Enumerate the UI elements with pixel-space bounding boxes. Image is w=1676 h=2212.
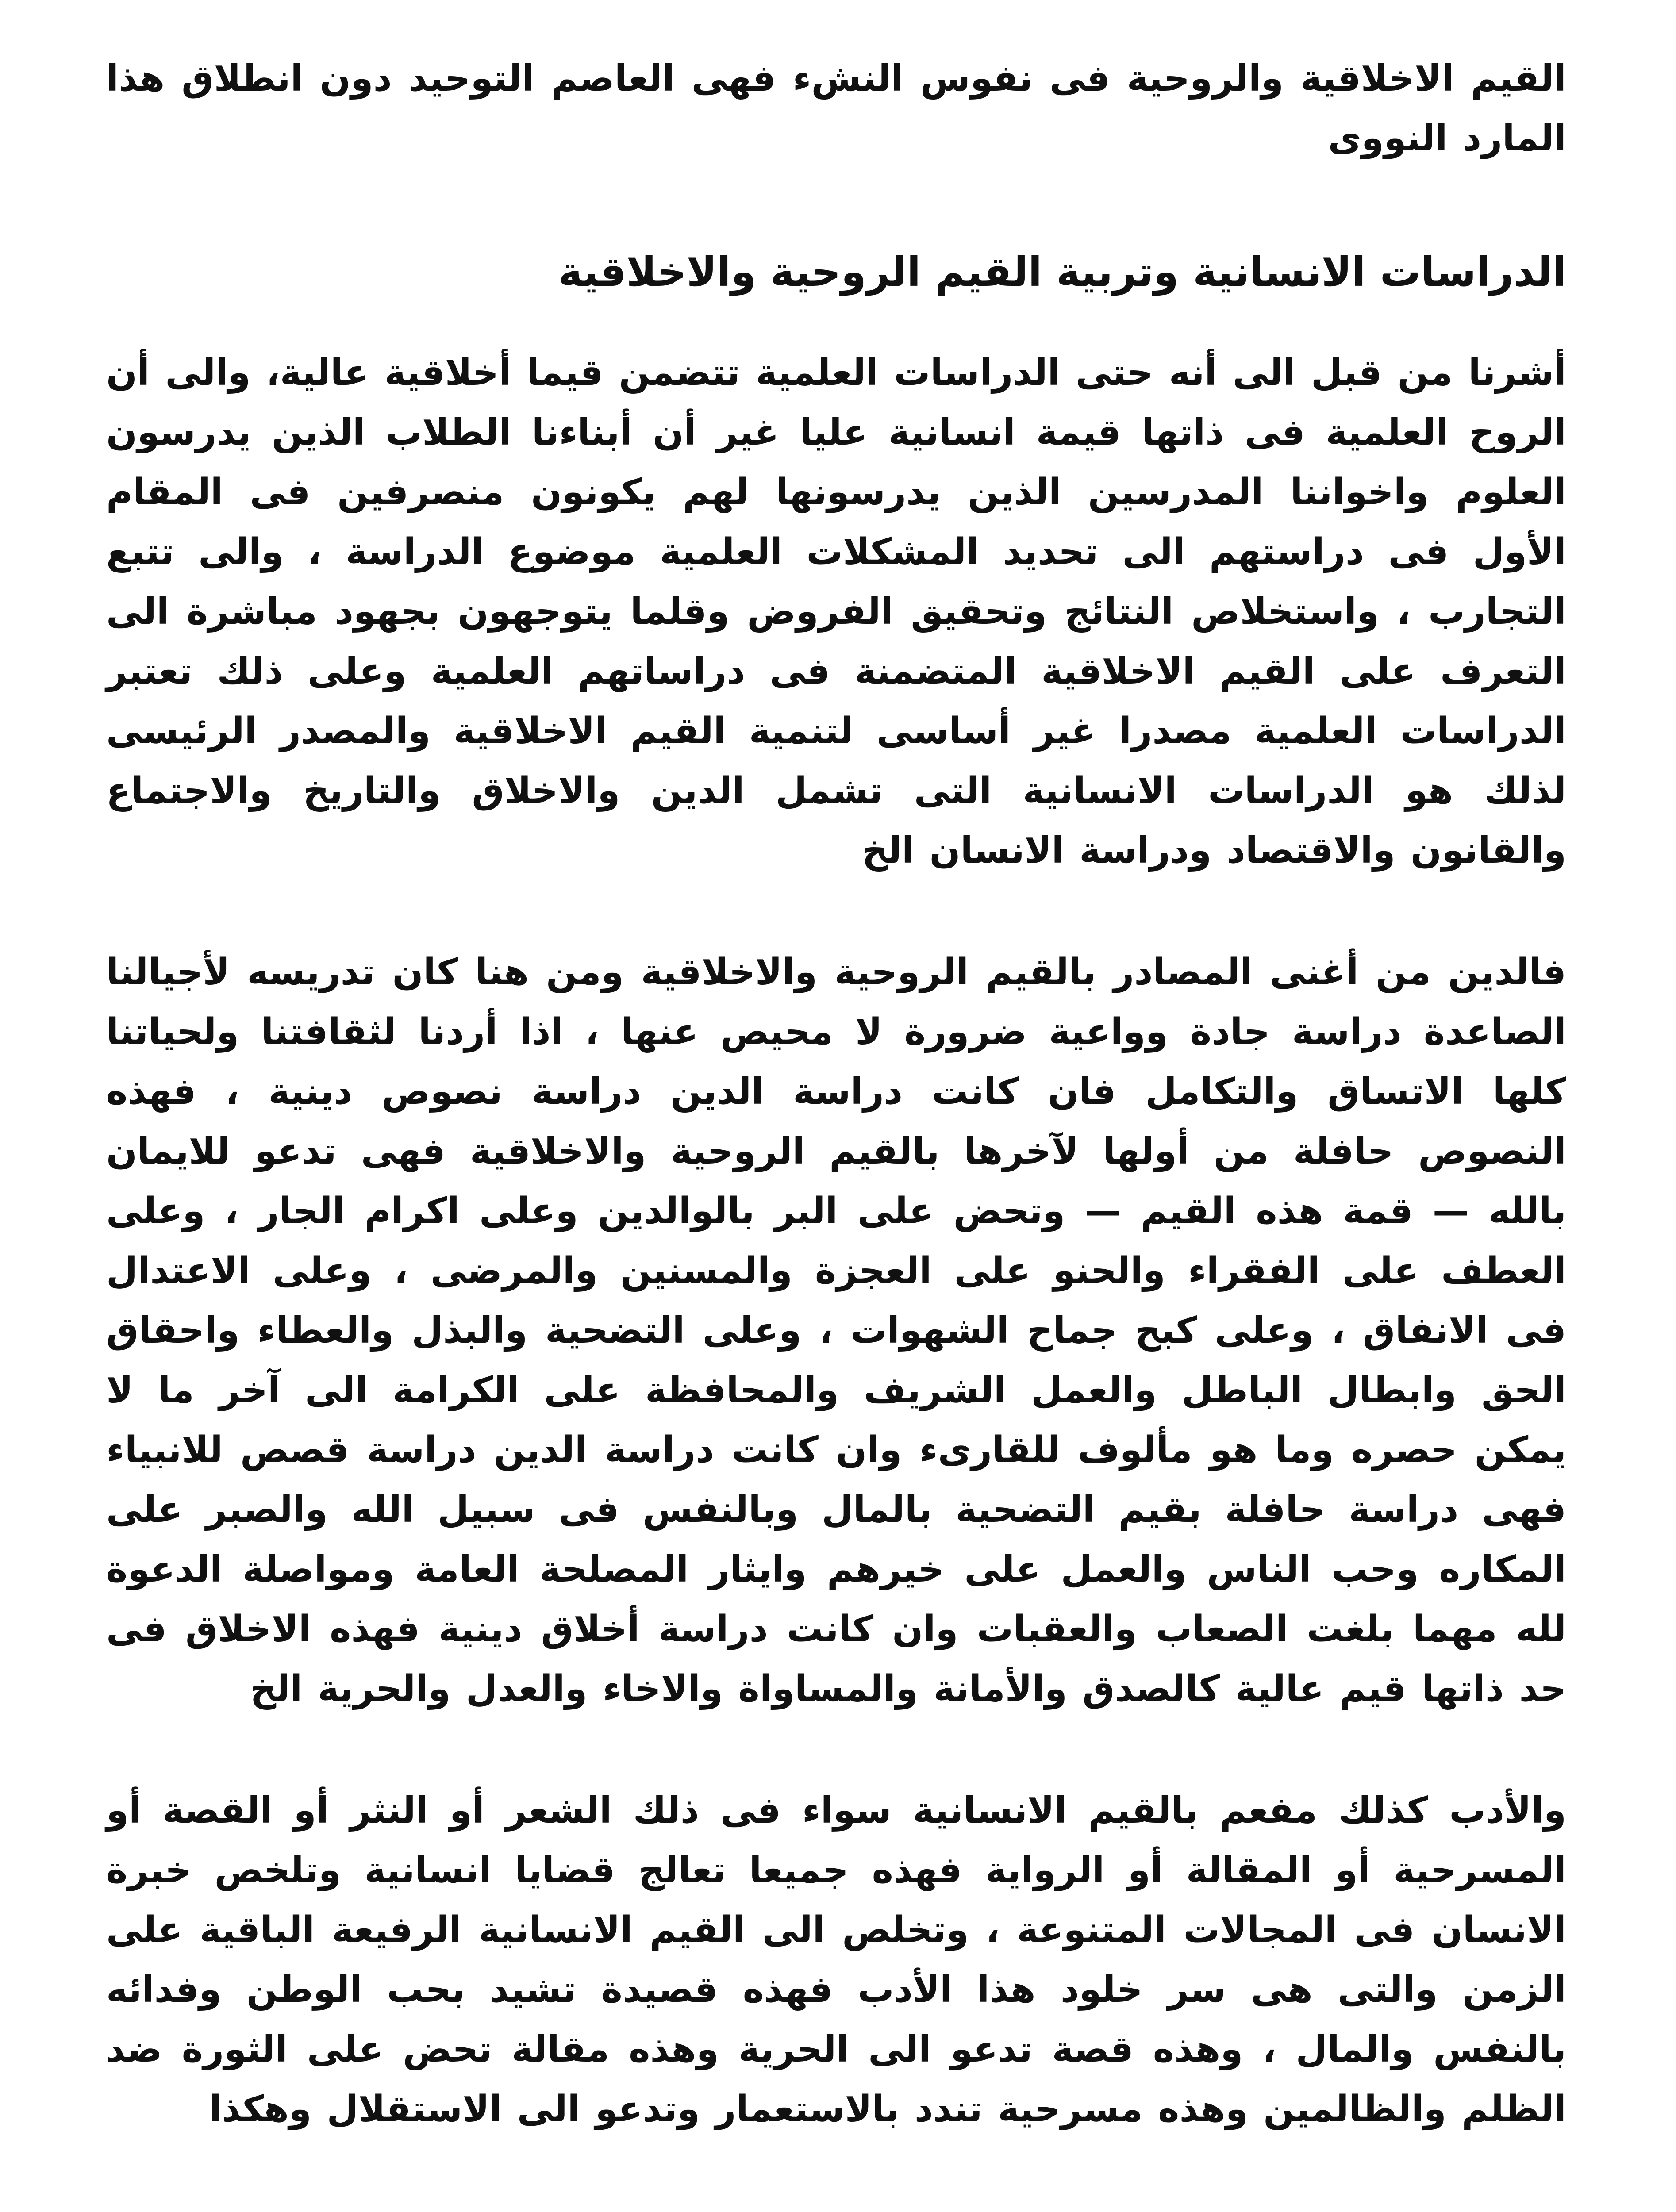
section-heading: الدراسات الانسانية وتربية القيم الروحية والاخلاقية [558,248,1566,296]
intro-paragraph: القيم الاخلاقية والروحية فى نفوس النشء فهى العاصم التوحيد دون انطلاق هذا المارد النووى [106,58,1566,159]
body-paragraph-3: والأدب كذلك مفعم بالقيم الانسانية سواء فى ذلك الشعر أو النثر أو القصة أو المسرحية أو المقالة أو الرواية فهذه جميعا تعالج قضايا انسانية وتلخص خبرة الانسان فى المجالات المتنوعة ، وتخلص الى القيم الانسانية الرفيعة الباقية على الزمن والتى هى سر خلود هذا الأدب فهذه قصيدة تشيد بحب الوطن وفدائه بالنفس والمال ، وهذه قصة تدعو الى الحرية وهذه مقالة تحض على الثورة ضد الظلم والظالمين وهذه مسرحية تندد بالاستعمار وتدعو الى الاستقلال وهكذا [106,1790,1566,2130]
document-page [106,49,1566,2139]
body-paragraph-2: فالدين من أغنى المصادر بالقيم الروحية والاخلاقية ومن هنا كان تدريسه لأجيالنا الصاعدة دراسة جادة وواعية ضرورة لا محيص عنها ، اذا أردنا لثقافتنا ولحياتنا كلها الاتساق والتكامل فان كانت دراسة الدين دراسة نصوص دينية ، فهذه النصوص حافلة من أولها لآخرها بالقيم الروحية والاخلاقية فهى تدعو للايمان بالله — قمة هذه القيم — وتحض على البر بالوالدين وعلى اكرام الجار ، وعلى العطف على الفقراء والحنو على العجزة والمسنين والمرضى ، وعلى الاعتدال فى الانفاق ، وعلى كبح جماح الشهوات ، وعلى التضحية والبذل والعطاء واحقاق الحق وابطال الباطل والعمل الشريف والمحافظة على الكرامة الى آخر ما لا يمكن حصره وما هو مألوف للقارىء وان كانت دراسة الدين دراسة قصص للانبياء فهى دراسة حافلة بقيم التضحية بالمال وبالنفس فى سبيل الله والصبر على المكاره وحب الناس والعمل على خيرهم وايثار المصلحة العامة ومواصلة الدعوة لله مهما بلغت الصعاب والعقبات وان كانت دراسة أخلاق دينية فهذه الاخلاق فى حد ذاتها قيم عالية كالصدق والأمانة والمساواة والاخاء والعدل والحرية الخ [106,951,1566,1710]
body-paragraph-1: أشرنا من قبل الى أنه حتى الدراسات العلمية تتضمن قيما أخلاقية عالية، والى أن الروح العلمية فى ذاتها قيمة انسانية عليا غير أن أبناءنا الطلاب الذين يدرسون العلوم واخواننا المدرسين الذين يدرسونها لهم يكونون منصرفين فى المقام الأول فى دراستهم الى تحديد المشكلات العلمية موضوع الدراسة ، والى تتبع التجارب ، واستخلاص النتائج وتحقيق الفروض وقلما يتوجهون بجهود مباشرة الى التعرف على القيم الاخلاقية المتضمنة فى دراساتهم العلمية وعلى ذلك تعتبر الدراسات العلمية مصدرا غير أساسى لتنمية القيم الاخلاقية والمصدر الرئيسى لذلك هو الدراسات الانسانية التى تشمل الدين والاخلاق والتاريخ والاجتماع والقانون والاقتصاد ودراسة الانسان الخ [106,352,1566,872]
